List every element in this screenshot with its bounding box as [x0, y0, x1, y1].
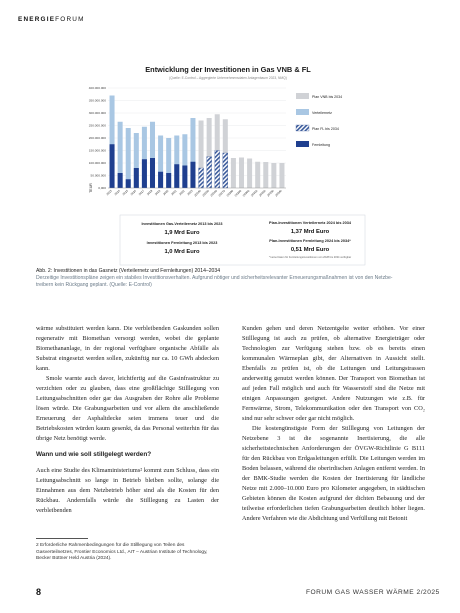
- bar-plan-vnb: [279, 163, 284, 188]
- bar-fernleitung: [174, 164, 179, 188]
- x-tick-label: 2034b: [274, 188, 283, 198]
- bar-plan-vnb: [247, 159, 252, 189]
- x-tick-label: 2025b: [201, 188, 210, 198]
- bar-fernleitung: [158, 172, 163, 188]
- bar-plan-vnb: [271, 163, 276, 188]
- right-paragraph-1: Kunden gehen und deren Netzentgelte weiter erhöhen. Vor einer Stilllegung ist auch zu prüfen, ob alternative Energieträger oder Technologien zur Verfügung stehen bzw. ob es bereits einen kommunalen Wärmeplan gibt, der Alternativen in Aussicht stellt. Ebenfalls zu prüfen ist, ob die Leitungen und Leitungstrassen anderweitig genutzt werden können. Der Transport von Biomethan ist auf jeden Fall möglich und auch für Wasserstoff sind die Netze mit einigen Anpassungen geeignet. Andere Nutzungen wie z.B. für Fernwärme, Strom, Telekommunikation oder den Transport von CO₂ sind nur sehr schwer oder gar nicht möglich.: [242, 325, 425, 422]
- section-heading: Wann und wie soll stillgelegt werden?: [36, 451, 152, 458]
- summary-left2-value: 1,0 Mrd Euro: [164, 249, 200, 255]
- x-tick-label: 2029b: [233, 188, 243, 198]
- chart-title: Entwicklung der Investitionen in Gas VNB & FL: [145, 65, 311, 74]
- y-tick-label: 200.000.000: [88, 136, 106, 141]
- footnote: [36, 538, 219, 563]
- summary-right1-label: Plan-Investitionen Verteilernetz 2024 bis 2034: [269, 221, 351, 225]
- legend-swatch: [296, 125, 309, 131]
- legend-label: Verteilernetz: [312, 111, 332, 115]
- chart-svg: [78, 60, 378, 267]
- bar-fernleitung: [118, 173, 123, 188]
- x-tick-label: 2017: [137, 188, 146, 197]
- y-tick-label: 50.000.000: [90, 173, 106, 178]
- x-tick-label: 2027b: [217, 188, 227, 198]
- magazine-brand: ENERGIEFORUM: [18, 16, 85, 23]
- summary-left1-value: 1,9 Mrd Euro: [164, 230, 200, 236]
- x-tick-label: 2019: [153, 188, 162, 197]
- bar-plan-vnb: [263, 162, 268, 188]
- x-tick-label: 2015: [121, 188, 129, 197]
- bar-fernleitung: [126, 179, 131, 188]
- caption-text-2: treibern kein Rückgang geplant. (Quelle: E-Control): [36, 282, 152, 288]
- legend-label: Plan FL bis 2034: [312, 127, 339, 131]
- bar-plan-vnb: [255, 162, 260, 188]
- x-tick-label: 2020: [162, 188, 170, 197]
- x-tick-label: 2022: [178, 188, 186, 197]
- y-tick-label: 400.000.000: [88, 86, 106, 91]
- y-tick-label: 100.000.000: [88, 161, 106, 166]
- right-column: [242, 324, 425, 524]
- caption-title: Abb. 2: Investitionen in das Gasnetz (Verteilernetz und Fernleitungen) 2014–2034: [36, 268, 221, 274]
- bar-plan-vnb: [231, 158, 236, 188]
- summary-right2-label: Plan-Investitionen Fernleitung 2024 bis 2034*: [269, 239, 351, 243]
- y-tick-label: 0,000: [98, 186, 106, 191]
- left-paragraph-2: Smole warnte auch davor, leichtfertig auf die Gasinfrastruktur zu verzichten oder zu glauben, dass eine großflächige Stilllegung von Leitungsabschnitten oder gar das Ausgraben der Rohre alle Probleme lösen würde. Die Grabungsarbeiten und vor allem die anschließende Erneuerung der Asphaltdecke seien immens teuer und die Betriebskosten würden kaum gesenkt, da das Personal weiterhin für das übrige Netz benötigt werde.: [36, 375, 219, 442]
- x-tick-label: 2030b: [241, 188, 251, 198]
- bar-fernleitung: [166, 173, 171, 188]
- x-tick-label: 2033b: [266, 188, 275, 198]
- bar-fernleitung: [110, 144, 115, 188]
- left-paragraph-3: Auch eine Studie des Klimaministeriums² kommt zum Schluss, dass ein Leitungsabschnitt so lange in Betrieb bleiben sollte, solange die Einnahmen aus dem Netzbetrieb höher sind als die Kosten für den Rückbau. Andernfalls würde die Stilllegung zu Lasten der verbleibenden: [36, 467, 219, 514]
- summary-note: * keine Daten für Fernleitungsinvestitionen von 2028 bis 2034 verfügbar: [268, 256, 352, 259]
- x-tick-label: 2024b: [193, 188, 202, 198]
- legend-swatch: [296, 141, 309, 147]
- left-column: [36, 324, 219, 516]
- bar-verteilernetz: [126, 128, 131, 188]
- bar-fernleitung: [182, 166, 187, 189]
- bar-plan-fl: [215, 151, 220, 189]
- investment-chart: [78, 60, 378, 267]
- x-tick-label: 2016: [129, 188, 138, 197]
- y-tick-label: 250.000.000: [88, 123, 106, 128]
- footnote-text: 2 Erforderliche Rahmenbedingungen für die Stilllegung von Teilen des Gasverteilnetzes, Frontier Economics Ltd., AIT – Austrian Institute of Technology, Becker Büttner Held Austria (2024).: [36, 543, 208, 562]
- x-tick-label: 2031b: [249, 188, 259, 198]
- summary-box: [120, 215, 365, 265]
- x-tick-label: 2026b: [209, 188, 218, 198]
- legend-swatch: [296, 93, 309, 99]
- x-tick-label: 2013: [105, 188, 113, 197]
- bar-plan-fl: [223, 153, 228, 188]
- journal-name: FORUM GAS WASSER WÄRME 2/2025: [306, 589, 440, 596]
- bar-plan-fl: [207, 157, 212, 188]
- bar-plan-vnb: [239, 158, 244, 189]
- summary-right1-value: 1,37 Mrd Euro: [290, 229, 330, 235]
- x-tick-label: 2018: [145, 188, 154, 197]
- y-tick-label: 300.000.000: [88, 111, 106, 116]
- legend-label: Plan VNB bis 2034: [312, 95, 343, 99]
- x-tick-label: 2028b: [225, 188, 235, 198]
- y-axis-label: TEUR: [89, 183, 93, 193]
- figure-caption: [36, 268, 444, 289]
- left-paragraph-1: wärme substituiert werden kann. Die verbleibenden Gaskunden sollen regenerativ mit Biomethan versorgt werden, wobei die geplante Biomethananlage, in der regional verfügbare organische Abfälle als Substrat eingesetzt werden sollen, zukünftig nur ca. 10 GWh abdecken kann.: [36, 325, 219, 372]
- legend-swatch: [296, 109, 309, 115]
- bar-fernleitung: [134, 168, 139, 188]
- bar-fernleitung: [150, 158, 155, 188]
- summary-right2-value: 0,51 Mrd Euro: [290, 247, 330, 253]
- x-tick-label: 2021: [170, 188, 178, 197]
- caption-text-1: Derzeitige Investitionspläne zeigen ein stabiles Investitionsverhalten. Aufgrund nötiger und sicherheitsrelevanter Erneuerungsmaßnahmen ist von den Netzbe-: [36, 275, 393, 281]
- y-tick-label: 150.000.000: [88, 148, 106, 153]
- right-paragraph-2: Die kostengünstigste Form der Stilllegung von Leitungen der Netzebene 3 ist die sogenannte Inertisierung, die alle sicherheitstechnischen Anforderungen der ÖVGW-Richtlinie G B111 für den Rückbau von Erdgasleitungen erfüllt. Die Leitungen werden im Boden belassen, während die oberirdischen Anlagen entfernt werden. In der BMK-Studie werden die Kosten der Inertisierung für ländliche Netze mit 2.000–10.000 Euro pro Kilometer angegeben, in städtischen Gebieten können die Kosten aufgrund der dichten Bebauung und der teilweise erforderlichen tiefen Grabungsarbeiten deutlich höher liegen. Andere Verfahren wie die Abdichtung und Verfüllung mit Betonit: [242, 425, 425, 522]
- y-tick-label: 350.000.000: [88, 98, 106, 103]
- x-tick-label: 2032b: [257, 188, 267, 198]
- x-tick-label: 2014: [113, 188, 121, 197]
- x-tick-label: 2023: [186, 188, 194, 197]
- chart-subtitle: (Quelle: E-Control – Aggregierte Unternehmensdaten Anlagenbaum 2023, NMQ): [169, 76, 287, 80]
- bar-plan-fl: [199, 168, 204, 188]
- summary-left2-label: Investitionen Fernleitung 2013 bis 2023: [146, 241, 218, 245]
- bar-fernleitung: [142, 159, 147, 188]
- summary-left1-label: Investitionen Gas-Verteilernetz 2013 bis 2023: [141, 222, 223, 226]
- page-number: 8: [36, 587, 42, 597]
- footnote-rule: [36, 538, 88, 539]
- bar-fernleitung: [190, 162, 195, 188]
- legend-label: Fernleitung: [312, 143, 330, 147]
